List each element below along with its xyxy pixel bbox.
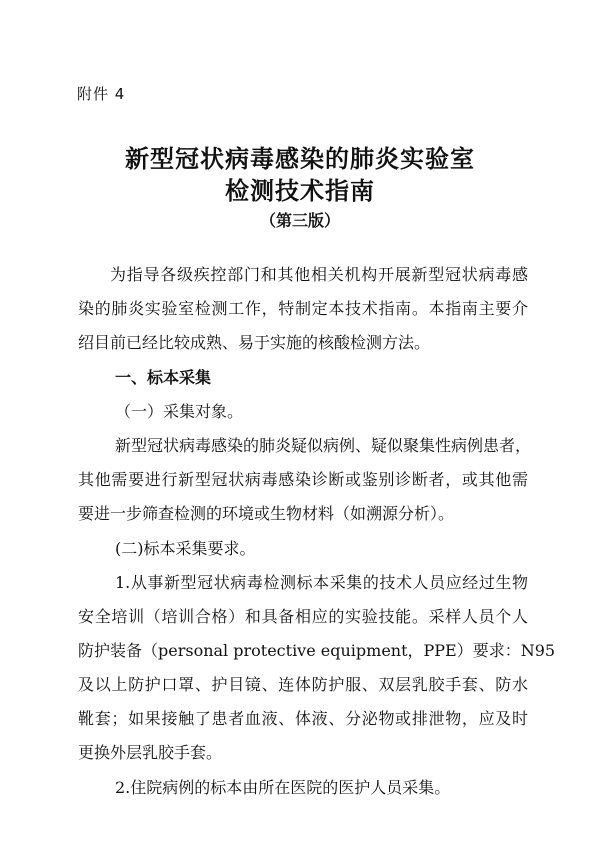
attachment-label: 附件 4 (77, 85, 126, 103)
subsection-heading-collection-requirements: (二)标本采集要求。 (115, 539, 256, 558)
sub1-line-2: 其他需要进行新型冠状病毒感染诊断或鉴别诊断者，或其他需 (78, 470, 528, 489)
edition-label: （第三版） (259, 211, 340, 230)
intro-line-1: 为指导各级疾控部门和其他相关机构开展新型冠状病毒感 (110, 265, 528, 284)
sub1-line-1: 新型冠状病毒感染的肺炎疑似病例、疑似聚集性病例患者， (115, 436, 532, 455)
intro-line-3: 绍目前已经比较成熟、易于实施的核酸检测方法。 (78, 333, 431, 352)
item1-line-5: 靴套；如果接触了患者血液、体液、分泌物或排泄物，应及时 (78, 709, 528, 728)
item1-line-4: 及以上防护口罩、护目镜、连体防护服、双层乳胶手套、防水 (78, 675, 528, 694)
item1-line-3: 防护装备（personal protective equipment，PPE）要求：N95 (78, 641, 556, 660)
item1-line-6: 更换外层乳胶手套。 (78, 743, 223, 762)
title-line-2: 检测技术指南 (225, 177, 375, 205)
item2-line: 2.住院病例的标本由所在医院的医护人员采集。 (115, 778, 451, 797)
intro-line-2: 染的肺炎实验室检测工作，特制定本技术指南。本指南主要介 (78, 299, 528, 318)
sub1-line-3: 要进一步筛查检测的环境或生物材料（如溯源分析）。 (78, 504, 455, 523)
item1-line-1: 1.从事新型冠状病毒检测标本采集的技术人员应经过生物 (115, 573, 528, 592)
title-line-1: 新型冠状病毒感染的肺炎实验室 (125, 145, 475, 173)
item1-line-2: 安全培训（培训合格）和具备相应的实验技能。采样人员个人 (78, 607, 528, 626)
section-heading-sample-collection: 一、标本采集 (115, 368, 212, 387)
subsection-heading-collection-targets: （一）采集对象。 (115, 402, 244, 421)
